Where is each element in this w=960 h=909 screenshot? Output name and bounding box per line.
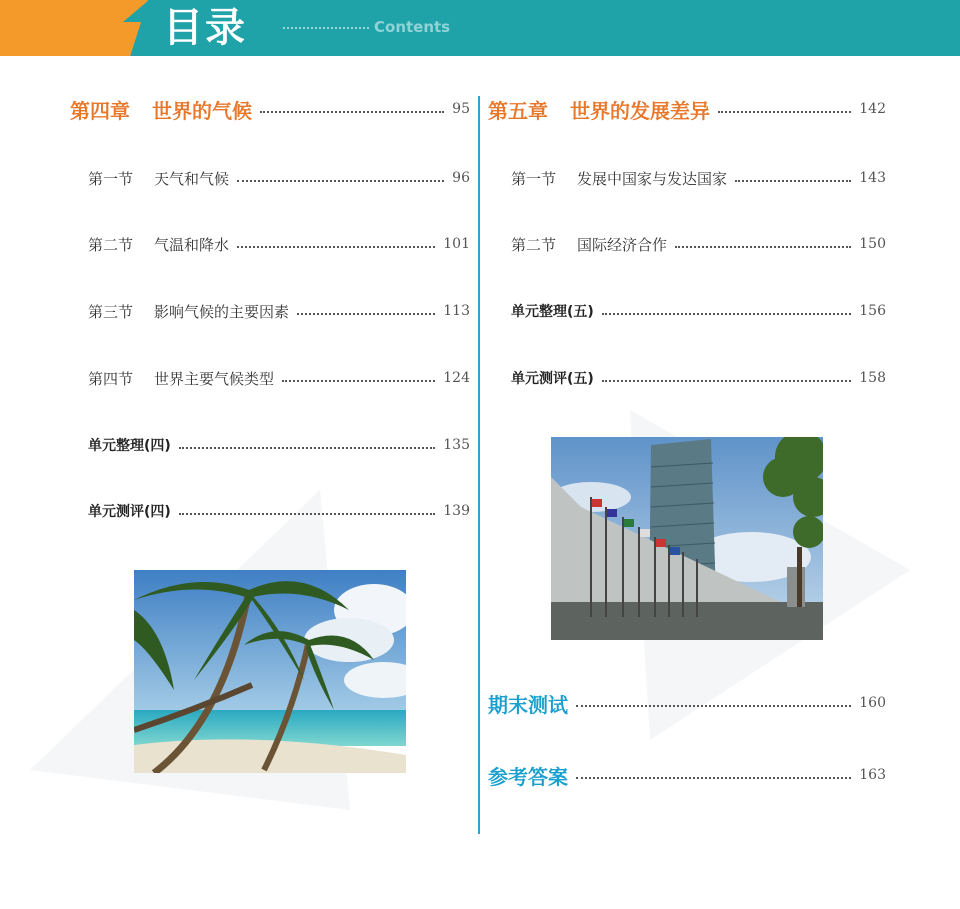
dot-leader: [576, 777, 851, 779]
toc-unit-review-4[interactable]: [88, 433, 470, 457]
chapter-label: [70, 95, 252, 124]
toc-answer-key[interactable]: [488, 760, 886, 790]
dot-leader: [718, 111, 851, 113]
page-number: 113: [443, 303, 470, 319]
dot-leader: [576, 705, 851, 707]
section-label: [511, 168, 727, 189]
page-number: 139: [443, 503, 470, 519]
unit-title: 单元测评(五): [511, 371, 594, 387]
dot-leader: [735, 180, 851, 182]
page-number: 158: [859, 370, 886, 386]
dot-leader: [260, 111, 444, 113]
toc-chapter-5[interactable]: [488, 94, 886, 124]
section-number: 第一节: [511, 169, 557, 188]
page-number: 163: [859, 767, 886, 783]
toc-unit-test-4[interactable]: [88, 499, 470, 523]
dot-leader: [179, 447, 435, 449]
section-number: 第二节: [88, 235, 134, 254]
section-number: 第四节: [88, 369, 134, 388]
section-label: [88, 368, 274, 389]
section-title: 影响气候的主要因素: [154, 302, 290, 321]
dot-leader: [282, 380, 435, 382]
final-title: 参考答案: [488, 764, 568, 789]
section-title: 国际经济合作: [577, 235, 668, 254]
column-divider: [478, 96, 480, 834]
header-band: [0, 0, 960, 56]
section-title: 世界主要气候类型: [154, 369, 275, 388]
toc-section-4-2[interactable]: [88, 232, 470, 256]
page-subtitle: Contents: [374, 18, 451, 36]
un-headquarters-photo: [551, 437, 823, 640]
header-dotted-line: [283, 27, 369, 29]
unit-title: 单元整理(四): [88, 438, 171, 454]
chapter-title: 世界的发展差异: [570, 98, 710, 123]
section-label: [88, 168, 229, 189]
section-label: [88, 234, 229, 255]
chapter-number: 第五章: [488, 98, 548, 123]
section-title: 气温和降水: [154, 235, 230, 254]
toc-final-exam[interactable]: [488, 688, 886, 718]
dot-leader: [237, 180, 444, 182]
section-label: [88, 301, 289, 322]
toc-section-4-4[interactable]: [88, 366, 470, 390]
page-number: 143: [859, 170, 886, 186]
dot-leader: [237, 246, 435, 248]
chapter-label: [488, 95, 710, 124]
toc-section-4-1[interactable]: [88, 166, 470, 190]
section-title: 天气和气候: [154, 169, 230, 188]
dot-leader: [297, 313, 435, 315]
section-label: [511, 234, 667, 255]
page-number: 124: [443, 370, 470, 386]
page-number: 96: [452, 170, 470, 186]
toc-unit-review-5[interactable]: [511, 299, 886, 323]
section-title: 发展中国家与发达国家: [577, 169, 728, 188]
page-number: 160: [859, 695, 886, 711]
page-number: 142: [859, 101, 886, 117]
page-title: 目录: [163, 5, 247, 51]
section-number: 第三节: [88, 302, 134, 321]
unit-title: 单元测评(四): [88, 504, 171, 520]
palm-beach-photo: [134, 570, 406, 773]
page-number: 101: [443, 236, 470, 252]
chapter-number: 第四章: [70, 98, 130, 123]
toc-section-4-3[interactable]: [88, 299, 470, 323]
toc-chapter-4[interactable]: [70, 94, 470, 124]
unit-title: 单元整理(五): [511, 304, 594, 320]
section-number: 第一节: [88, 169, 134, 188]
section-number: 第二节: [511, 235, 557, 254]
dot-leader: [179, 513, 435, 515]
dot-leader: [602, 380, 851, 382]
toc-section-5-2[interactable]: [511, 232, 886, 256]
toc-unit-test-5[interactable]: [511, 366, 886, 390]
chapter-title: 世界的气候: [152, 98, 252, 123]
dot-leader: [675, 246, 851, 248]
final-title: 期末测试: [488, 692, 568, 717]
page-number: 95: [452, 101, 470, 117]
dot-leader: [602, 313, 851, 315]
page-number: 156: [859, 303, 886, 319]
header-orange-block: [0, 0, 148, 56]
page-number: 150: [859, 236, 886, 252]
page-number: 135: [443, 437, 470, 453]
toc-section-5-1[interactable]: [511, 166, 886, 190]
